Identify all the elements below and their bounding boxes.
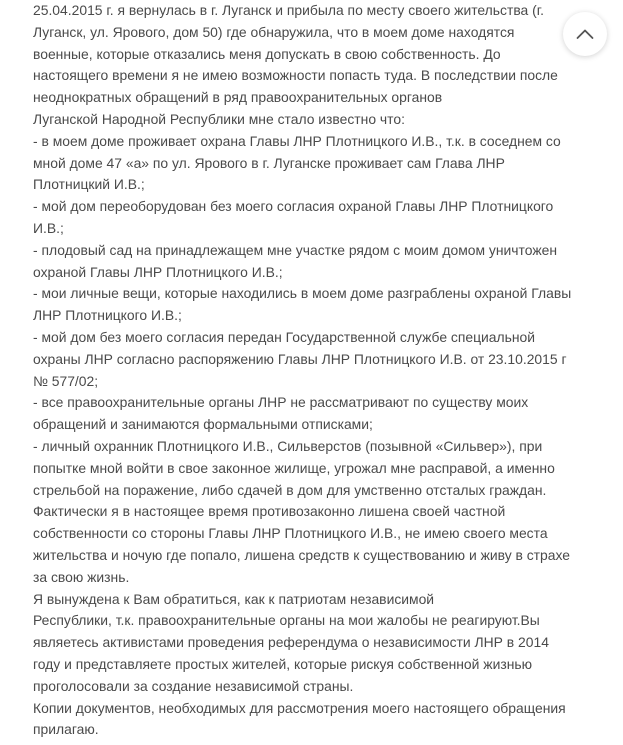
text-line: Я вынуждена к Вам обратиться, как к патриотам независимой xyxy=(33,590,435,607)
text-line: Республики, т.к. правоохранительные органы на мои жалобы не реагируют.Вы xyxy=(33,612,540,629)
chevron-up-icon xyxy=(576,28,594,40)
scroll-to-top-button[interactable] xyxy=(563,12,607,56)
text-line: стрельбой на поражение, либо сдачей в дом для умственно отсталых граждан. xyxy=(33,481,547,498)
text-line: Луганской Народной Республики мне стало известно что: xyxy=(33,110,405,127)
text-line: мной доме 47 «а» по ул. Ярового в г. Луганске проживает сам Глава ЛНР xyxy=(33,154,505,171)
text-line: ЛНР Плотницкого И.В.; xyxy=(33,307,182,324)
text-line: № 577/02; xyxy=(33,372,99,389)
text-line: неоднократных обращений в ряд правоохранительных органов xyxy=(33,89,443,106)
text-line: 25.04.2015 г. я вернулась в г. Луганск и прибыла по месту своего жительства (г. xyxy=(33,2,544,18)
text-line: - мой дом без моего согласия передан Государственной службе специальной xyxy=(33,328,536,345)
text-line: - плодовый сад на принадлежащем мне участке рядом с моим домом уничтожен xyxy=(33,241,558,258)
text-line: попытке мной войти в свое законное жилище, угрожал мне расправой, а именно xyxy=(33,459,555,476)
text-line: году и представляете простых жителей, которые рискуя собственной жизнью xyxy=(33,655,533,672)
text-line: собственности со стороны Главы ЛНР Плотницкого И.В., не имею своего места xyxy=(33,525,548,542)
text-line: за свою жизнь. xyxy=(33,568,130,585)
text-line: охраной Главы ЛНР Плотницкого И.В.; xyxy=(33,263,283,280)
text-line: - все правоохранительные органы ЛНР не рассматривают по существу моих xyxy=(33,394,529,411)
text-line: Копии документов, необходимых для рассмотрения моего настоящего обращения xyxy=(33,699,566,716)
text-line: охраны ЛНР согласно распоряжению Главы ЛНР Плотницкого И.В. от 23.10.2015 г xyxy=(33,350,567,367)
text-line: проголосовали за создание независимой страны. xyxy=(33,677,354,694)
text-line: Плотницкий И.В.; xyxy=(33,176,145,193)
text-line: обращений и занимаются формальными отписками; xyxy=(33,416,373,433)
text-line: Фактически я в настоящее время противозаконно лишена своей частной xyxy=(33,503,506,520)
text-line: прилагаю. xyxy=(33,721,99,738)
text-line: - мои личные вещи, которые находились в моем доме разграблены охраной Главы xyxy=(33,285,572,302)
article-text xyxy=(33,0,608,741)
text-line: настоящего времени я не имею возможности попасть туда. В последствии после xyxy=(33,67,558,84)
text-line: - в моем доме проживает охрана Главы ЛНР Плотницкого И.В., т.к. в соседнем со xyxy=(33,132,561,149)
text-line: жительства и ночую где попало, лишена средств к существованию и живу в страхе xyxy=(33,546,571,563)
text-line: - личный охранник Плотницкого И.В., Сильверстов (позывной «Сильвер»), при xyxy=(33,437,543,454)
text-line: Луганск, ул. Ярового, дом 50) где обнаружила, что в моем доме находятся xyxy=(33,23,515,40)
text-line: являетесь активистами проведения референдума о независимости ЛНР в 2014 xyxy=(33,634,549,651)
text-line: - мой дом переоборудован без моего согласия охраной Главы ЛНР Плотницкого xyxy=(33,198,554,215)
text-line: И.В.; xyxy=(33,219,64,236)
text-line: военные, которые отказались меня допускать в свою собственность. До xyxy=(33,45,501,62)
